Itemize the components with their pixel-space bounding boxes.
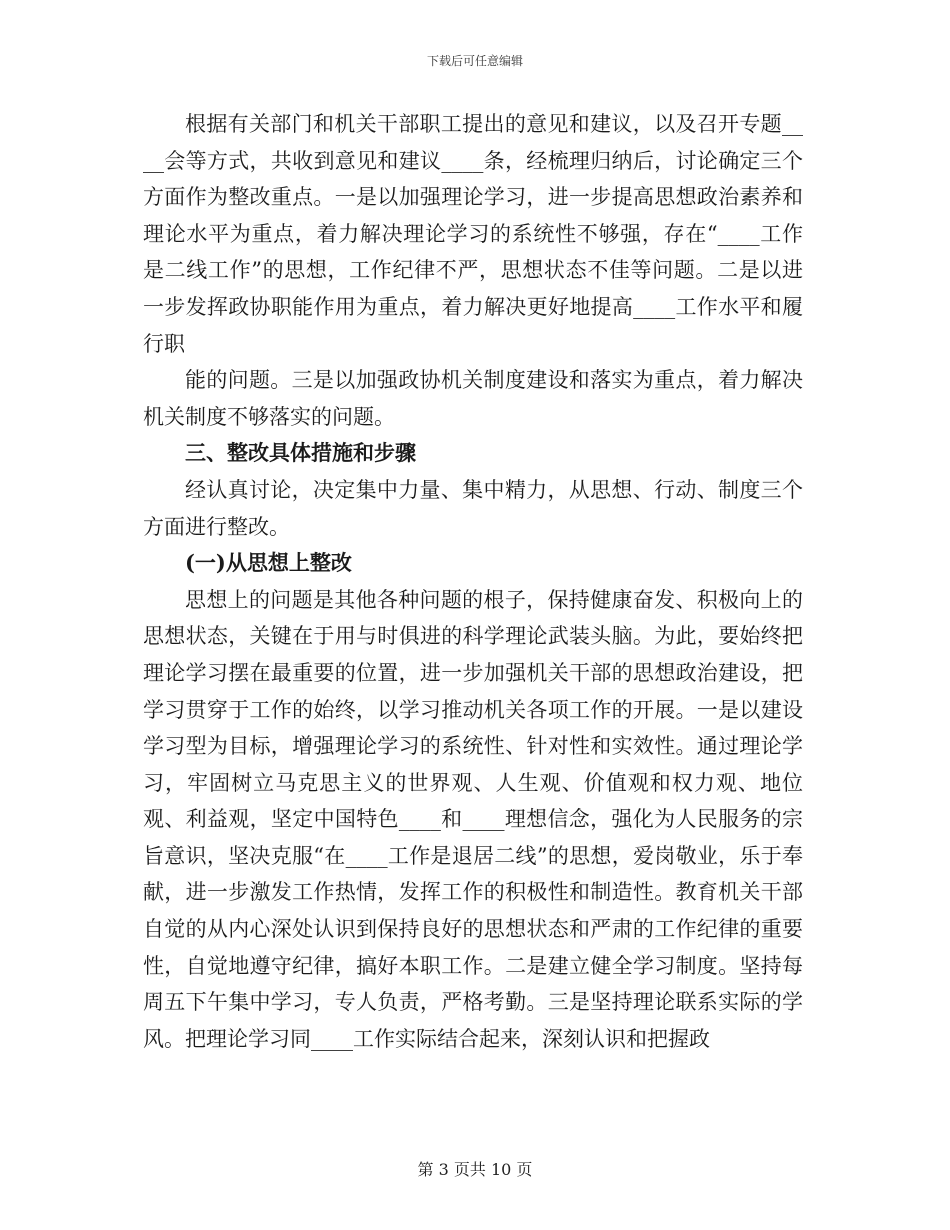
document-body	[143, 106, 803, 1057]
paragraph: 能的问题。三是以加强政协机关制度建设和落实为重点，着力解决机关制度不够落实的问题。	[143, 368, 803, 429]
page-footer: 第 3 页共 10 页	[417, 1160, 533, 1179]
page-header: 下载后可任意编辑	[426, 54, 523, 68]
paragraph: 思想上的问题是其他各种问题的根子，保持健康奋发、积极向上的思想状态，关键在于用与时俱进的科学理论武装头脑。为此，要始终把理论学习摆在最重要的位置，进一步加强机关干部的思想政治建设，把学习贯穿于工作的始终，以学习推动机关各项工作的开展。一是以建设学习型为目标，增强理论学习的系统性、针对性和实效性。通过理论学习，牢固树立马克思主义的世界观、人生观、价值观和权力观、地位观、利益观，坚定中国特色____和____理想信念，强化为人民服务的宗旨意识，坚决克服“在____工作是退居二线”的思想，爱岗敬业，乐于奉献，进一步激发工作热情，发挥工作的积极性和制造性。教育机关干部自觉的从内心深处认识到保持良好的思想状态和严肃的工作纪律的重要性，自觉地遵守纪律，搞好本职工作。二是建立健全学习制度。坚持每周五下午集中学习，专人负责，严格考勤。三是坚持理论联系实际的学风。把理论学习同____工作实际结合起来，深刻认识和把握政	[143, 587, 803, 1051]
section-heading: 三、整改具体措施和步骤	[185, 440, 416, 466]
paragraph: 经认真讨论，决定集中力量、集中精力，从思想、行动、制度三个方面进行整改。	[143, 477, 803, 539]
subsection-heading: (一)从思想上整改	[185, 550, 352, 576]
paragraph: 根据有关部门和机关干部职工提出的意见和建议，以及召开专题____会等方式，共收到意见和建议____条，经梳理归纳后，讨论确定三个方面作为整改重点。一是以加强理论学习，进一步提高思想政治素养和理论水平为重点，着力解决理论学习的系统性不够强，存在“____工作是二线工作”的思想，工作纪律不严，思想状态不佳等问题。二是以进一步发挥政协职能作用为重点，着力解决更好地提高____工作水平和履行职	[143, 112, 803, 356]
